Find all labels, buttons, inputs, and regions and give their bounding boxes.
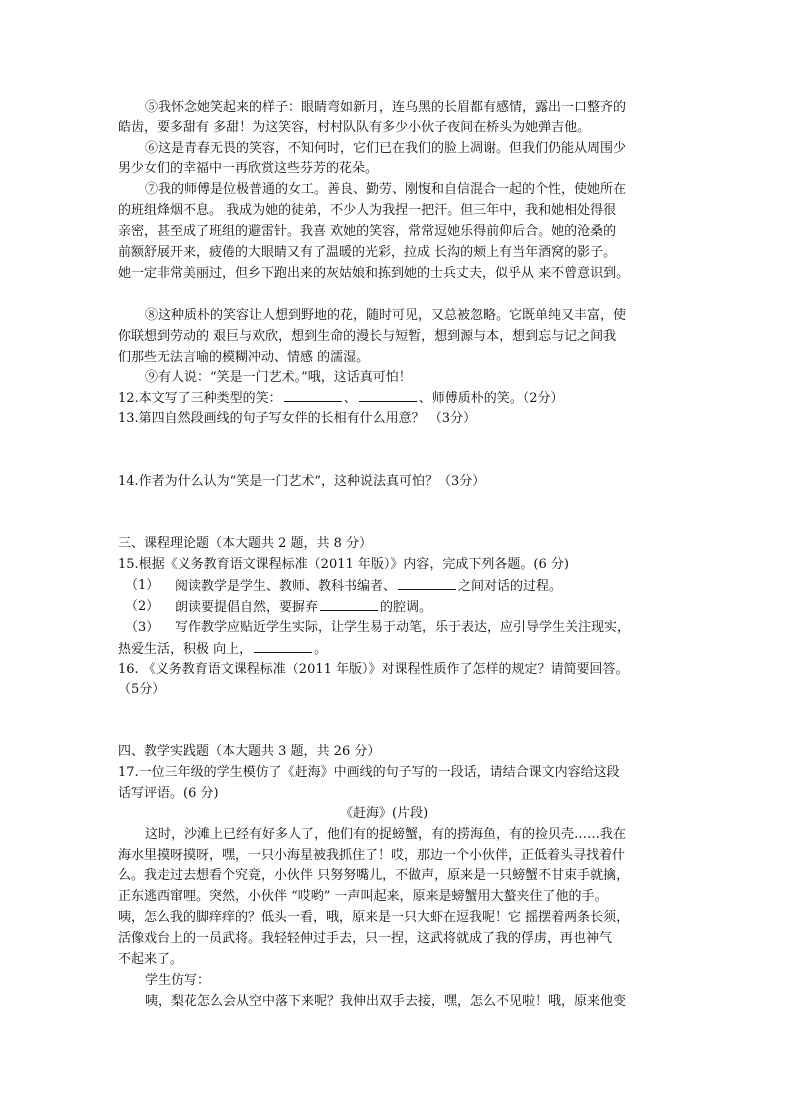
paragraph-6-line-2: 男少女们的幸福中一再欣赏这些芬芳的花朵。 [118,161,379,176]
excerpt-line-2: 海水里摸呀摸呀，嘿，一只小海星被我抓住了！哎，那边一个小伙伴，正低着头寻找着什 [118,848,626,863]
student-imitation-label: 学生仿写： [145,973,211,988]
q15-item-3: 写作教学应贴近学生实际，让学生易于动笔，乐于表达，应引导学生关注现实， [175,620,631,635]
paragraph-6-line-1: ⑥这是青春无畏的笑容，不知何时，它们已在我们的脸上凋谢。但我们仍能从周围少 [145,141,627,156]
q15-item-3-label: （3） [125,620,160,635]
question-17-line-1: 17.一位三年级的学生模仿了《赶海》中画线的句子写的一段话，请结合课文内容给这段 [118,765,620,780]
section-4-heading: 四、教学实践题（本大题共 3 题，共 26 分） [118,744,381,759]
student-imitation-line-1: 咦，梨花怎么会从空中落下来呢？我伸出双手去接，嘿，怎么不见啦！哦，原来他变 [145,994,627,1009]
question-14: 14.作者为什么认为“笑是一门艺术”，这种说法真可怕？（3分） [118,474,486,489]
q15-item-3-cont: 热爱生活，积极 向上， 。 [118,639,327,660]
answer-blank [359,388,417,402]
paragraph-9: ⑨有人说：“笑是一门艺术。”哦，这话真可怕！ [145,370,412,385]
q15-item-2: 朗读要提倡自然，要摒弃 的腔调。 [175,597,432,618]
section-3-heading: 三、课程理论题（本大题共 2 题，共 8 分） [118,536,373,551]
q15-item-1-label: （1） [125,578,160,593]
question-13: 13.第四自然段画线的句子写女伴的长相有什么用意？ （3分） [118,411,477,426]
answer-blank [398,576,456,590]
q15-item-2-label: （2） [125,599,160,614]
question-12-tail: 、师傅质朴的笑。（2分） [418,391,564,406]
paragraph-7-line-2: 的班组烽烟不息。 我成为她的徒弟，不少人为我捏一把汗。但三年中，我和她相处得很 [118,203,617,218]
answer-blank [284,388,342,402]
question-12 [118,388,563,409]
q15-item-1: 阅读教学是学生、教师、教科书编者、 之间对话的过程。 [175,576,562,597]
excerpt-title: 《赶海》(片段) [340,806,429,821]
excerpt-line-1: 这时，沙滩上已经有好多人了，他们有的捉螃蟹，有的捞海鱼，有的捡贝壳……我在 [145,827,627,842]
question-17-line-2: 话写评语。(6 分) [118,786,219,801]
paragraph-7-line-1: ⑦我的师傅是位极普通的女工。善良、勤劳、刚愎和自信混合一起的个性，使她所在 [145,182,627,197]
question-16-score: （5分） [118,682,166,697]
paragraph-7-line-5: 她一定非常美丽过，但乡下跑出来的灰姑娘和拣到她的士兵丈夫，似乎从 来不曾意识到。 [118,266,630,281]
paragraph-8-line-1: ⑧这种质朴的笑容让人想到野地的花，随时可见，又总被忽略。它既单纯又丰富，使 [145,308,627,323]
excerpt-line-4: 正东逃西窜哩。突然，小伙伴 “哎哟” 一声叫起来，原来是螃蟹用大螯夹住了他的手。 [118,889,608,904]
question-12-text: 12.本文写了三种类型的笑： [118,391,282,406]
answer-blank [254,639,312,653]
excerpt-line-7: 不起来了。 [118,952,184,967]
excerpt-line-3: 么。我走过去想看个究竟，小伙伴 只努努嘴儿，不做声，原来是一只螃蟹不甘束手就擒， [118,868,630,883]
question-15: 15.根据《义务教育语文课程标准（2011 年版）》内容，完成下列各题。(6 分) [118,557,569,572]
question-12-sep: 、 [343,391,357,406]
paragraph-7-line-3: 亲密，甚至成了班组的避雷针。我喜 欢她的笑容，常常逗她乐得前仰后合。她的沧桑的 [118,224,617,239]
paragraph-5-line-2: 皓齿，要多甜有 多甜！为这笑容，村村队队有多少小伙子夜间在桥头为她弹吉他。 [118,120,591,135]
paragraph-8-line-3: 们那些无法言喻的模糊冲动、情感 的濡湿。 [118,350,370,365]
answer-blank [320,597,378,611]
excerpt-line-6: 活像戏台上的一员武将。我轻轻伸过手去，只一捏，这武将就成了我的俘虏，再也神气 [118,931,613,946]
paragraph-8-line-2: 你联想到劳动的 艰巨与欢欣，想到生命的漫长与短暂，想到源与本，想到忘与记之间我 [118,329,617,344]
question-16: 16. 《义务教育语文课程标准（2011 年版）》对课程性质作了怎样的规定？请简要回答。 [118,662,629,677]
excerpt-line-5: 咦，怎么我的脚痒痒的？低头一看，哦，原来是一只大虾在逗我呢！它 摇摆着两条长须， [118,910,630,925]
paragraph-7-line-4: 前额舒展开来，疲倦的大眼睛又有了温暖的光彩，拉成 长沟的颊上有当年酒窝的影子。 [118,245,617,260]
paragraph-5-line-1: ⑤我怀念她笑起来的样子：眼睛弯如新月，连乌黑的长眉都有感情，露出一口整齐的 [145,100,627,115]
